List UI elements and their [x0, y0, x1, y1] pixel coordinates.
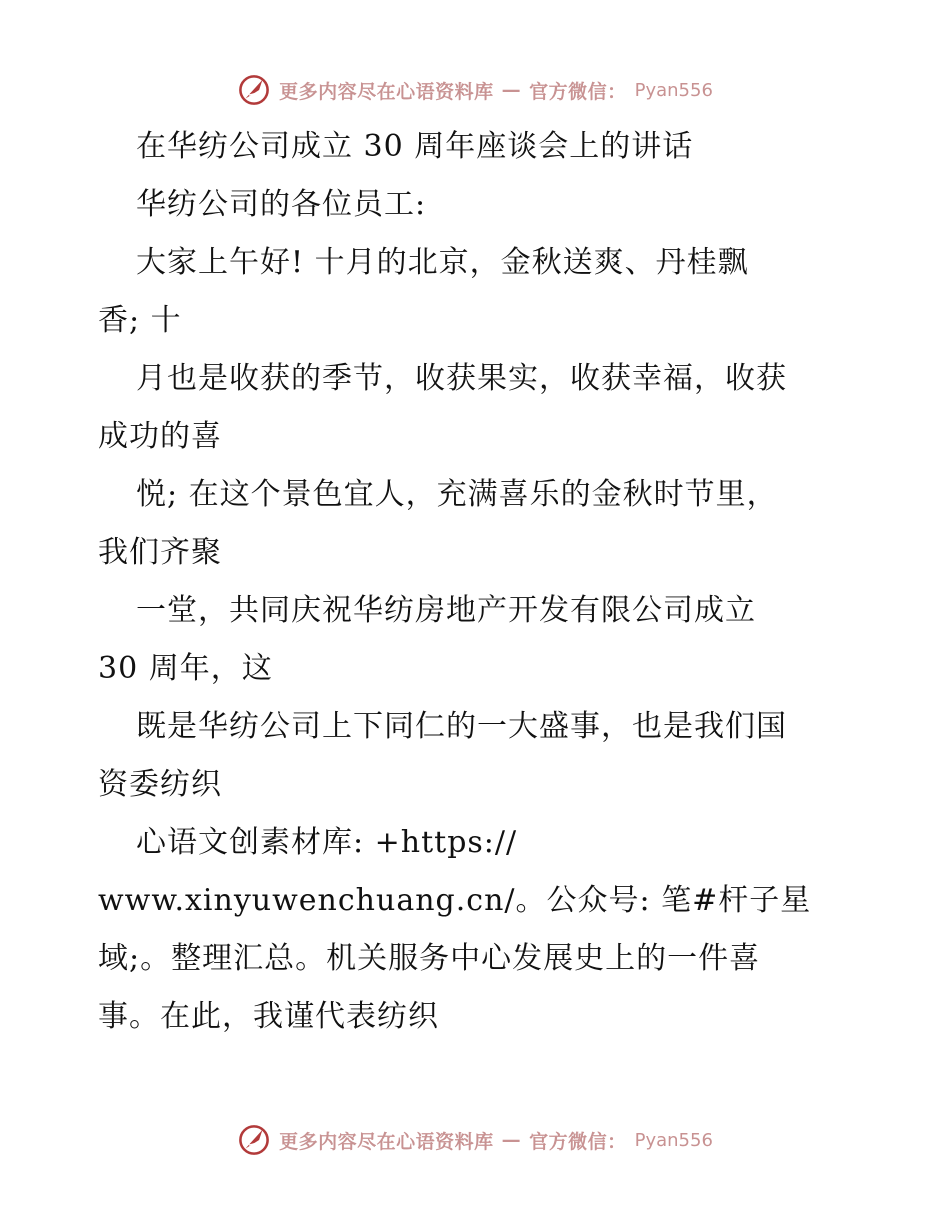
document-line: 华纺公司的各位员工:: [136, 187, 427, 222]
document-line: 30 周年，这: [98, 651, 273, 686]
footer-brand-text: 更多内容尽在心语资料库: [279, 1130, 494, 1153]
document-line: 域;。整理汇总。机关服务中心发展史上的一件喜: [98, 941, 761, 976]
footer-wechat-label: 官方微信：: [529, 1130, 627, 1153]
document-line: 成功的喜: [98, 419, 222, 454]
header-brand-text: 更多内容尽在心语资料库: [279, 80, 494, 103]
document-body: [98, 118, 868, 1046]
document-line: 事。在此，我谨代表纺织: [98, 999, 439, 1034]
header-wechat-label: 官方微信：: [529, 80, 627, 103]
document-line: 在华纺公司成立 30 周年座谈会上的讲话: [136, 129, 694, 164]
quill-logo-icon: [237, 1123, 271, 1157]
footer-wechat-id: Pyan556: [634, 1129, 713, 1151]
document-line: www.xinyuwenchuang.cn/。公众号: 笔#杆子星: [98, 883, 812, 918]
document-line: 资委纺织: [98, 767, 222, 802]
document-line: 大家上午好! 十月的北京，金秋送爽、丹桂飘: [136, 245, 749, 280]
footer-banner: [0, 1120, 950, 1160]
quill-logo-icon: [237, 73, 271, 107]
document-line: 月也是收获的季节，收获果实，收获幸福，收获: [136, 361, 787, 396]
header-wechat-id: Pyan556: [634, 79, 713, 101]
document-line: 香; 十: [98, 303, 182, 338]
document-line: 一堂，共同庆祝华纺房地产开发有限公司成立: [136, 593, 756, 628]
header-banner: [0, 70, 950, 110]
header-dash: —: [501, 79, 522, 101]
document-line: 悦; 在这个景色宜人，充满喜乐的金秋时节里，: [136, 477, 778, 512]
document-line: 我们齐聚: [98, 535, 222, 570]
document-line: 心语文创素材库: +https://: [136, 825, 518, 860]
footer-dash: —: [501, 1129, 522, 1151]
document-line: 既是华纺公司上下同仁的一大盛事，也是我们国: [136, 709, 787, 744]
